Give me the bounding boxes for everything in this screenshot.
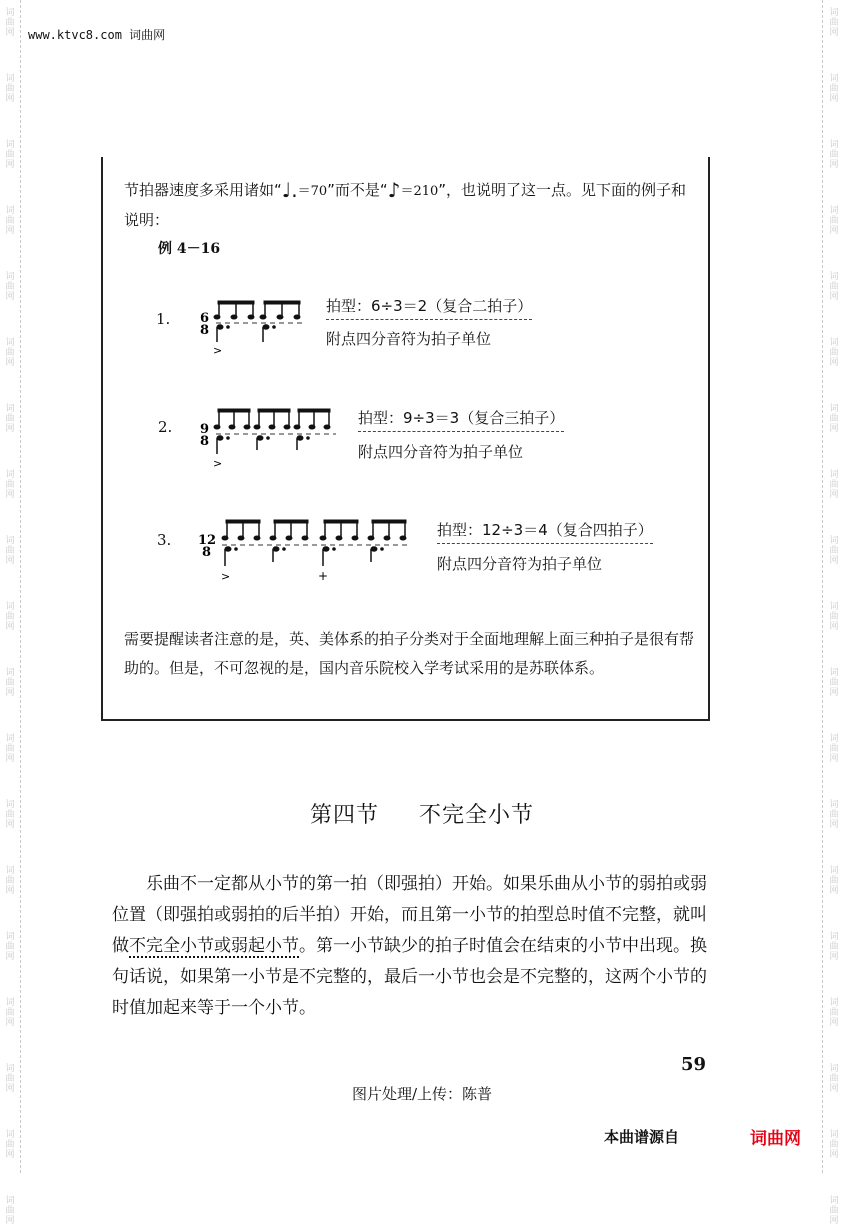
watermark-char: 词 bbox=[829, 866, 839, 876]
eighth-note-group-9 bbox=[368, 520, 406, 540]
watermark-char: 曲 bbox=[829, 612, 839, 622]
watermark-char: 网 bbox=[5, 820, 15, 830]
watermark-group bbox=[829, 404, 838, 434]
watermark-char: 曲 bbox=[829, 546, 839, 556]
watermark-char: 词 bbox=[829, 404, 839, 414]
watermark-char: 词 bbox=[829, 536, 839, 546]
watermark-group bbox=[5, 140, 14, 170]
dotted-quarter-note-icon: ♩. bbox=[281, 178, 298, 202]
watermark-group bbox=[829, 536, 838, 566]
beat-type-text-1: 拍型：6÷3＝2（复合二拍子） bbox=[326, 295, 532, 320]
eighth-note-icon: ♪ bbox=[387, 178, 401, 202]
semi-accent-mark-3: + bbox=[318, 569, 329, 583]
watermark-group bbox=[5, 272, 14, 302]
watermark-char: 曲 bbox=[829, 810, 839, 820]
watermark-group bbox=[829, 734, 838, 764]
watermark-char: 网 bbox=[5, 1018, 15, 1028]
watermark-char: 词 bbox=[829, 74, 839, 84]
watermark-char: 词 bbox=[829, 932, 839, 942]
time-sig-top-3: 12 bbox=[198, 533, 217, 548]
closing-paragraph: 需要提醒读者注意的是，英、美体系的拍子分类对于全面地理解上面三种拍子是很有帮助的。但是，不可忽视的是，国内音乐院校入学考试采用的是苏联体系。 bbox=[124, 630, 695, 677]
watermark-char: 曲 bbox=[5, 1074, 15, 1084]
watermark-group bbox=[829, 470, 838, 500]
watermark-char: 曲 bbox=[5, 612, 15, 622]
watermark-char: 词 bbox=[5, 206, 15, 216]
watermark-char: 词 bbox=[5, 536, 15, 546]
watermark-group bbox=[5, 668, 14, 698]
watermark-char: 曲 bbox=[5, 480, 15, 490]
watermark-char: 曲 bbox=[829, 150, 839, 160]
accent-mark-2: > bbox=[213, 457, 223, 470]
watermark-char: 曲 bbox=[5, 1140, 15, 1150]
watermark-char: 词 bbox=[5, 470, 15, 480]
watermark-char: 网 bbox=[829, 226, 839, 236]
time-sig-bottom-2: 8 bbox=[200, 434, 210, 449]
watermark-char: 曲 bbox=[5, 678, 15, 688]
watermark-char: 词 bbox=[829, 734, 839, 744]
watermark-char: 曲 bbox=[5, 150, 15, 160]
watermark-group bbox=[829, 602, 838, 632]
watermark-char: 曲 bbox=[829, 1008, 839, 1018]
watermark-group bbox=[5, 932, 14, 962]
watermark-group bbox=[829, 866, 838, 896]
time-sig-bottom-1: 8 bbox=[200, 323, 210, 338]
watermark-group bbox=[5, 470, 14, 500]
watermark-char: 词 bbox=[5, 8, 15, 18]
eighth-note-group-3 bbox=[214, 409, 250, 429]
emphasized-term: 不完全小节或弱起小节 bbox=[129, 936, 299, 956]
watermark-char: 词 bbox=[829, 8, 839, 18]
watermark-char: 词 bbox=[5, 998, 15, 1008]
watermark-char: 词 bbox=[829, 272, 839, 282]
left-watermark bbox=[2, 0, 18, 1226]
beat-type-3 bbox=[437, 519, 653, 544]
time-sig-top-1: 6 bbox=[200, 311, 210, 326]
watermark-char: 网 bbox=[829, 292, 839, 302]
watermark-char: 网 bbox=[5, 622, 15, 632]
example-label: 例 4－16 bbox=[158, 241, 221, 257]
watermark-char: 曲 bbox=[829, 18, 839, 28]
watermark-char: 网 bbox=[5, 160, 15, 170]
intro-text-1: 节拍器速度多采用诸如“ bbox=[124, 181, 282, 199]
watermark-char: 网 bbox=[5, 754, 15, 764]
watermark-group bbox=[829, 1130, 838, 1160]
watermark-char: 网 bbox=[829, 886, 839, 896]
dotted-quarter-notes-2 bbox=[217, 436, 309, 454]
watermark-char: 曲 bbox=[829, 84, 839, 94]
watermark-char: 网 bbox=[829, 556, 839, 566]
watermark-group bbox=[5, 8, 14, 38]
watermark-char: 网 bbox=[5, 28, 15, 38]
watermark-char: 词 bbox=[5, 140, 15, 150]
watermark-char: 曲 bbox=[829, 216, 839, 226]
watermark-char: 词 bbox=[5, 800, 15, 810]
watermark-group bbox=[5, 602, 14, 632]
eighth-note-group-7 bbox=[270, 520, 308, 540]
watermark-group bbox=[5, 998, 14, 1028]
header-url[interactable] bbox=[28, 26, 165, 43]
beat-type-text-2: 拍型：9÷3＝3（复合三拍子） bbox=[358, 407, 564, 432]
watermark-char: 词 bbox=[5, 1196, 15, 1206]
body-paragraph bbox=[112, 869, 712, 1024]
header-site-name: 词曲网 bbox=[129, 28, 166, 42]
watermark-group bbox=[829, 140, 838, 170]
example-number-2: 2. bbox=[158, 418, 173, 436]
watermark-char: 曲 bbox=[829, 282, 839, 292]
watermark-char: 网 bbox=[5, 94, 15, 104]
intro-paragraph bbox=[124, 176, 694, 235]
intro-text-3: ”，也说明了这一点。见下面的例子和说明： bbox=[124, 181, 687, 229]
watermark-char: 网 bbox=[829, 160, 839, 170]
source-label: 本曲谱源自 bbox=[604, 1128, 680, 1146]
watermark-char: 词 bbox=[5, 338, 15, 348]
watermark-group bbox=[829, 998, 838, 1028]
right-margin-line bbox=[822, 0, 823, 1173]
left-margin-line bbox=[20, 0, 21, 1173]
example-number-3: 3. bbox=[157, 531, 172, 549]
watermark-char: 曲 bbox=[5, 876, 15, 886]
eighth-note-group-8 bbox=[320, 520, 358, 540]
watermark-char: 词 bbox=[5, 74, 15, 84]
watermark-char: 网 bbox=[829, 424, 839, 434]
watermark-char: 曲 bbox=[5, 942, 15, 952]
watermark-char: 词 bbox=[5, 1064, 15, 1074]
watermark-char: 词 bbox=[5, 602, 15, 612]
watermark-char: 曲 bbox=[829, 744, 839, 754]
watermark-char: 词 bbox=[5, 404, 15, 414]
tempo-value-70: ＝70 bbox=[297, 184, 328, 199]
right-watermark bbox=[826, 0, 842, 1226]
watermark-char: 词 bbox=[5, 734, 15, 744]
watermark-group bbox=[829, 272, 838, 302]
beat-type-1 bbox=[326, 295, 532, 320]
watermark-group bbox=[829, 74, 838, 104]
watermark-group bbox=[829, 932, 838, 962]
watermark-char: 网 bbox=[5, 292, 15, 302]
accent-mark-3: > bbox=[221, 570, 231, 583]
watermark-char: 曲 bbox=[829, 678, 839, 688]
watermark-char: 词 bbox=[829, 1130, 839, 1140]
watermark-group bbox=[5, 74, 14, 104]
watermark-char: 词 bbox=[5, 932, 15, 942]
watermark-char: 网 bbox=[829, 754, 839, 764]
watermark-char: 词 bbox=[829, 140, 839, 150]
watermark-char: 网 bbox=[829, 622, 839, 632]
watermark-char: 网 bbox=[829, 28, 839, 38]
beat-unit-1: 附点四分音符为拍子单位 bbox=[326, 330, 492, 348]
watermark-char: 词 bbox=[829, 1196, 839, 1206]
header-url-text[interactable]: www.ktvc8.com bbox=[28, 28, 122, 42]
watermark-char: 曲 bbox=[5, 810, 15, 820]
watermark-group bbox=[829, 668, 838, 698]
watermark-char: 曲 bbox=[5, 216, 15, 226]
watermark-char: 网 bbox=[5, 1150, 15, 1160]
source-site-link[interactable]: 词曲网 bbox=[750, 1129, 801, 1149]
watermark-char: 网 bbox=[829, 1084, 839, 1094]
watermark-char: 网 bbox=[5, 1216, 15, 1226]
eighth-note-group-1 bbox=[214, 301, 254, 319]
watermark-group bbox=[829, 1196, 838, 1226]
watermark-char: 曲 bbox=[829, 876, 839, 886]
watermark-char: 网 bbox=[5, 490, 15, 500]
watermark-group bbox=[5, 866, 14, 896]
watermark-char: 网 bbox=[5, 358, 15, 368]
watermark-char: 曲 bbox=[5, 18, 15, 28]
watermark-char: 曲 bbox=[829, 1074, 839, 1084]
watermark-char: 网 bbox=[829, 688, 839, 698]
watermark-group bbox=[5, 536, 14, 566]
watermark-char: 曲 bbox=[5, 744, 15, 754]
watermark-char: 词 bbox=[829, 800, 839, 810]
image-credit: 图片处理/上传：陈普 bbox=[351, 1085, 493, 1103]
watermark-char: 网 bbox=[5, 688, 15, 698]
watermark-char: 词 bbox=[5, 1130, 15, 1140]
watermark-char: 词 bbox=[829, 1064, 839, 1074]
section-number: 第四节 bbox=[309, 803, 379, 828]
watermark-group bbox=[829, 206, 838, 236]
watermark-char: 曲 bbox=[5, 1008, 15, 1018]
eighth-note-group-2 bbox=[260, 301, 300, 319]
watermark-char: 曲 bbox=[5, 546, 15, 556]
eighth-note-group-6 bbox=[222, 520, 260, 540]
watermark-char: 网 bbox=[5, 556, 15, 566]
watermark-char: 词 bbox=[829, 338, 839, 348]
watermark-char: 词 bbox=[5, 272, 15, 282]
time-sig-bottom-3: 8 bbox=[202, 545, 212, 560]
watermark-char: 网 bbox=[829, 490, 839, 500]
watermark-group bbox=[5, 1130, 14, 1160]
watermark-char: 曲 bbox=[829, 348, 839, 358]
watermark-char: 网 bbox=[829, 1216, 839, 1226]
watermark-group bbox=[5, 404, 14, 434]
watermark-char: 词 bbox=[5, 668, 15, 678]
example-number-1: 1. bbox=[156, 310, 171, 328]
tempo-value-210: ＝210 bbox=[400, 184, 439, 199]
rhythm-notation-1 bbox=[196, 290, 306, 358]
watermark-group bbox=[5, 206, 14, 236]
section-title: 不完全小节 bbox=[419, 803, 535, 828]
section-heading bbox=[0, 798, 844, 829]
rhythm-notation-3 bbox=[196, 510, 416, 588]
watermark-char: 词 bbox=[5, 866, 15, 876]
watermark-char: 网 bbox=[5, 424, 15, 434]
watermark-char: 曲 bbox=[5, 84, 15, 94]
eighth-note-group-5 bbox=[294, 409, 330, 429]
watermark-char: 网 bbox=[5, 886, 15, 896]
watermark-char: 词 bbox=[829, 602, 839, 612]
watermark-char: 词 bbox=[829, 668, 839, 678]
watermark-char: 曲 bbox=[5, 414, 15, 424]
beat-type-2 bbox=[358, 407, 564, 432]
watermark-group bbox=[5, 734, 14, 764]
watermark-char: 网 bbox=[829, 94, 839, 104]
watermark-char: 曲 bbox=[5, 1206, 15, 1216]
watermark-char: 网 bbox=[5, 1084, 15, 1094]
watermark-group bbox=[829, 8, 838, 38]
watermark-char: 曲 bbox=[5, 282, 15, 292]
watermark-char: 词 bbox=[829, 206, 839, 216]
watermark-char: 网 bbox=[829, 1018, 839, 1028]
beat-type-text-3: 拍型：12÷3＝4（复合四拍子） bbox=[437, 519, 653, 544]
rhythm-notation-2 bbox=[196, 396, 344, 472]
watermark-char: 网 bbox=[829, 820, 839, 830]
watermark-group bbox=[829, 338, 838, 368]
intro-text-2: ”而不是“ bbox=[327, 181, 388, 199]
dotted-quarter-notes-1 bbox=[217, 325, 275, 342]
watermark-char: 网 bbox=[829, 952, 839, 962]
watermark-char: 曲 bbox=[829, 414, 839, 424]
watermark-char: 网 bbox=[829, 358, 839, 368]
accent-mark-1: > bbox=[213, 344, 223, 357]
dotted-quarter-notes-3 bbox=[225, 547, 383, 566]
watermark-group bbox=[5, 1196, 14, 1226]
time-sig-top-2: 9 bbox=[200, 422, 210, 437]
watermark-char: 曲 bbox=[829, 480, 839, 490]
beat-unit-2: 附点四分音符为拍子单位 bbox=[358, 443, 524, 461]
body-text-2: 。第一小节缺少的拍子时值会在结束的小节中出现。换句话说，如果第一小节是不完整的，最后一小节也会是不完整的，这两个小节的时值加起来等于一个小节。 bbox=[112, 936, 707, 1018]
beat-unit-3: 附点四分音符为拍子单位 bbox=[437, 555, 603, 573]
watermark-char: 网 bbox=[5, 952, 15, 962]
eighth-note-group-4 bbox=[254, 409, 290, 429]
watermark-char: 网 bbox=[829, 1150, 839, 1160]
body-text-1: 乐曲不一定都从小节的第一拍（即强拍）开始。如果乐曲从小节的弱拍或弱位置（即强拍或弱拍的后半拍）开始，而且第一小节的拍型总时值不完整，就叫做 bbox=[112, 874, 707, 956]
watermark-char: 曲 bbox=[829, 942, 839, 952]
watermark-char: 词 bbox=[829, 470, 839, 480]
watermark-char: 网 bbox=[5, 226, 15, 236]
watermark-group bbox=[5, 338, 14, 368]
watermark-char: 词 bbox=[829, 998, 839, 1008]
watermark-char: 曲 bbox=[829, 1140, 839, 1150]
watermark-char: 曲 bbox=[829, 1206, 839, 1216]
watermark-char: 曲 bbox=[5, 348, 15, 358]
page-number: 59 bbox=[681, 1054, 707, 1075]
